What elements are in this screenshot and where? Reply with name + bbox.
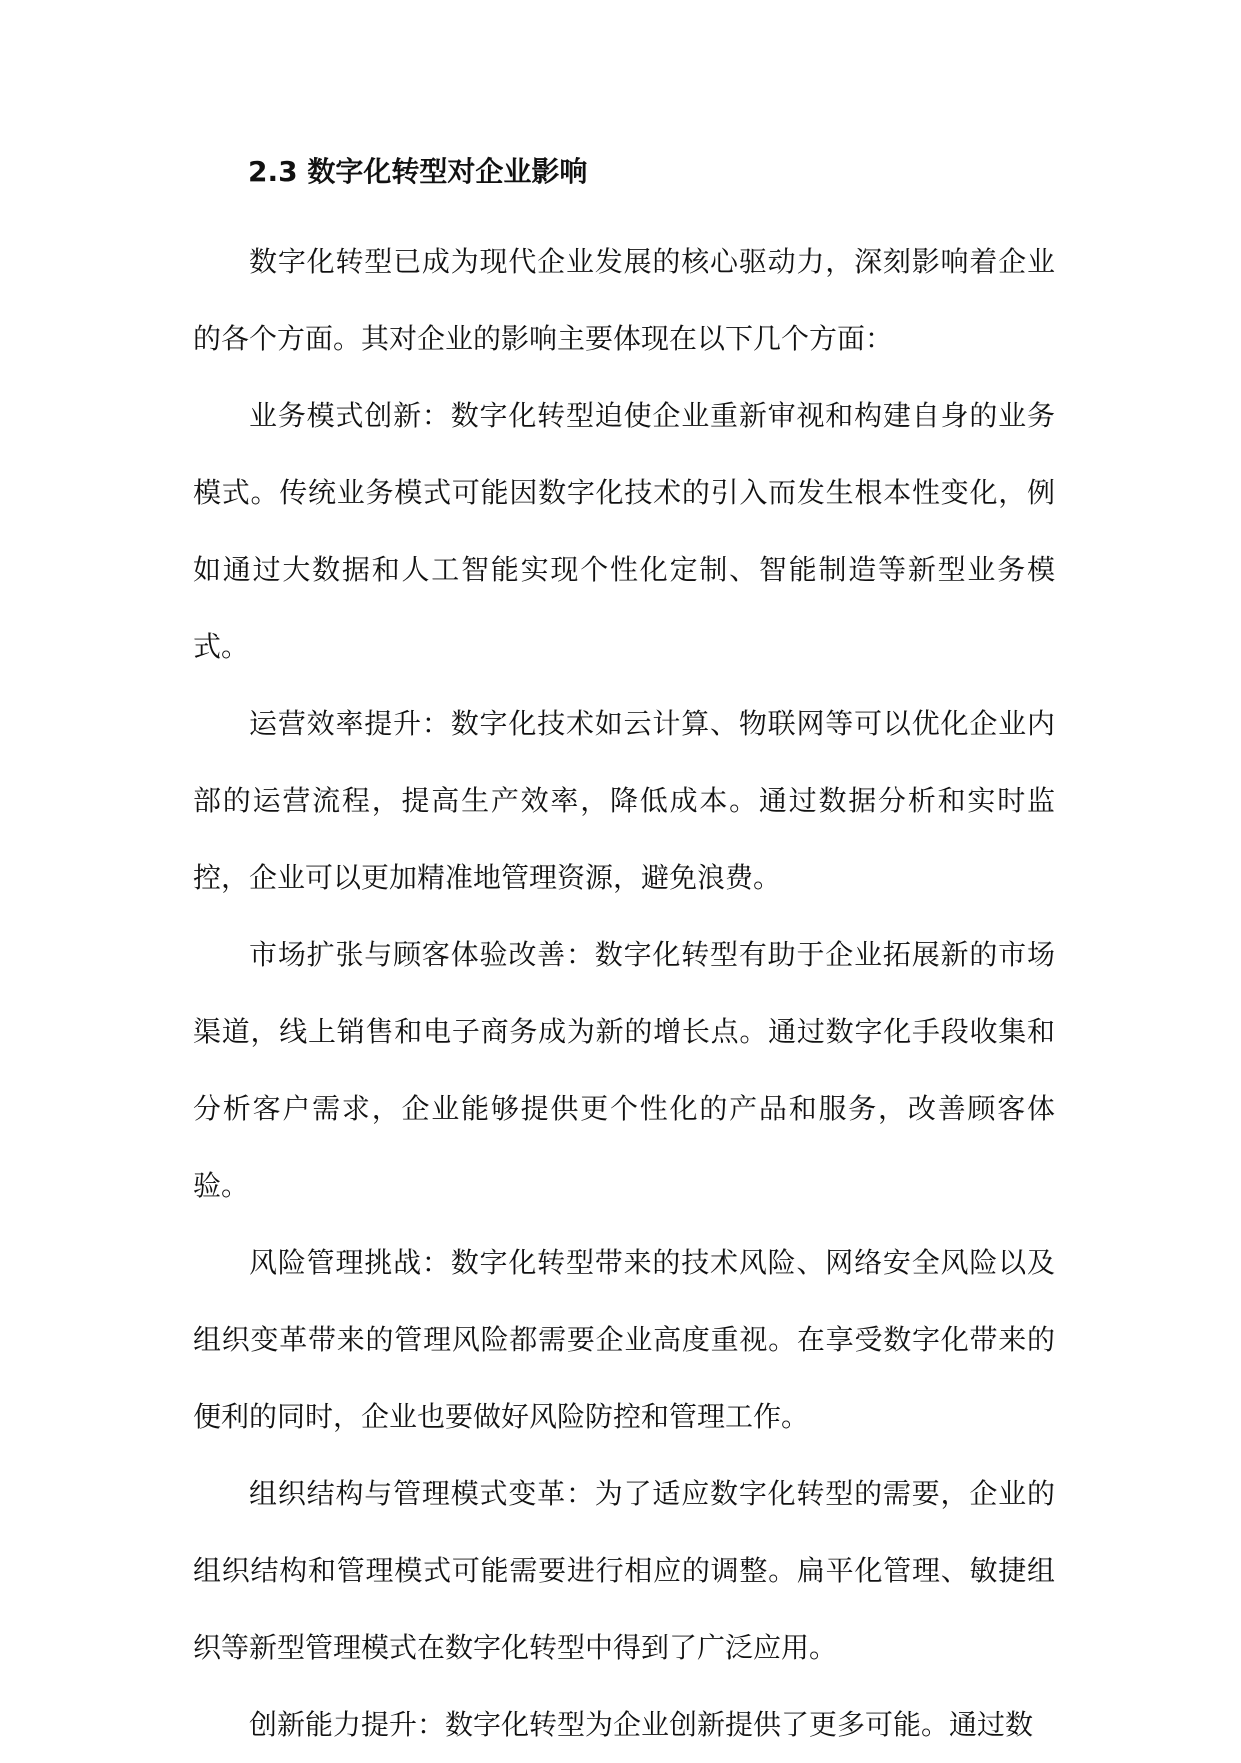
paragraph-intro: 数字化转型已成为现代企业发展的核心驱动力，深刻影响着企业的各个方面。其对企业的影响主要体现在以下几个方面：	[193, 245, 1055, 355]
section-heading: 2.3 数字化转型对企业影响	[248, 155, 588, 188]
paragraph-operational-efficiency: 运营效率提升：数字化技术如云计算、物联网等可以优化企业内部的运营流程，提高生产效率，降低成本。通过数据分析和实时监控，企业可以更加精准地管理资源，避免浪费。	[193, 707, 1055, 894]
paragraph-business-model: 业务模式创新：数字化转型迫使企业重新审视和构建自身的业务模式。传统业务模式可能因数字化技术的引入而发生根本性变化，例如通过大数据和人工智能实现个性化定制、智能制造等新型业务模式。	[193, 399, 1055, 663]
paragraph-organization-change: 组织结构与管理模式变革：为了适应数字化转型的需要，企业的组织结构和管理模式可能需要进行相应的调整。扁平化管理、敏捷组织等新型管理模式在数字化转型中得到了广泛应用。	[193, 1477, 1055, 1664]
paragraph-innovation: 创新能力提升：数字化转型为企业创新提供了更多可能。通过数	[249, 1708, 1034, 1741]
paragraph-market-expansion: 市场扩张与顾客体验改善：数字化转型有助于企业拓展新的市场渠道，线上销售和电子商务成为新的增长点。通过数字化手段收集和分析客户需求，企业能够提供更个性化的产品和服务，改善顾客体验。	[193, 938, 1055, 1202]
document-body	[193, 146, 1055, 1763]
paragraph-risk-management: 风险管理挑战：数字化转型带来的技术风险、网络安全风险以及组织变革带来的管理风险都需要企业高度重视。在享受数字化带来的便利的同时，企业也要做好风险防控和管理工作。	[193, 1246, 1055, 1433]
